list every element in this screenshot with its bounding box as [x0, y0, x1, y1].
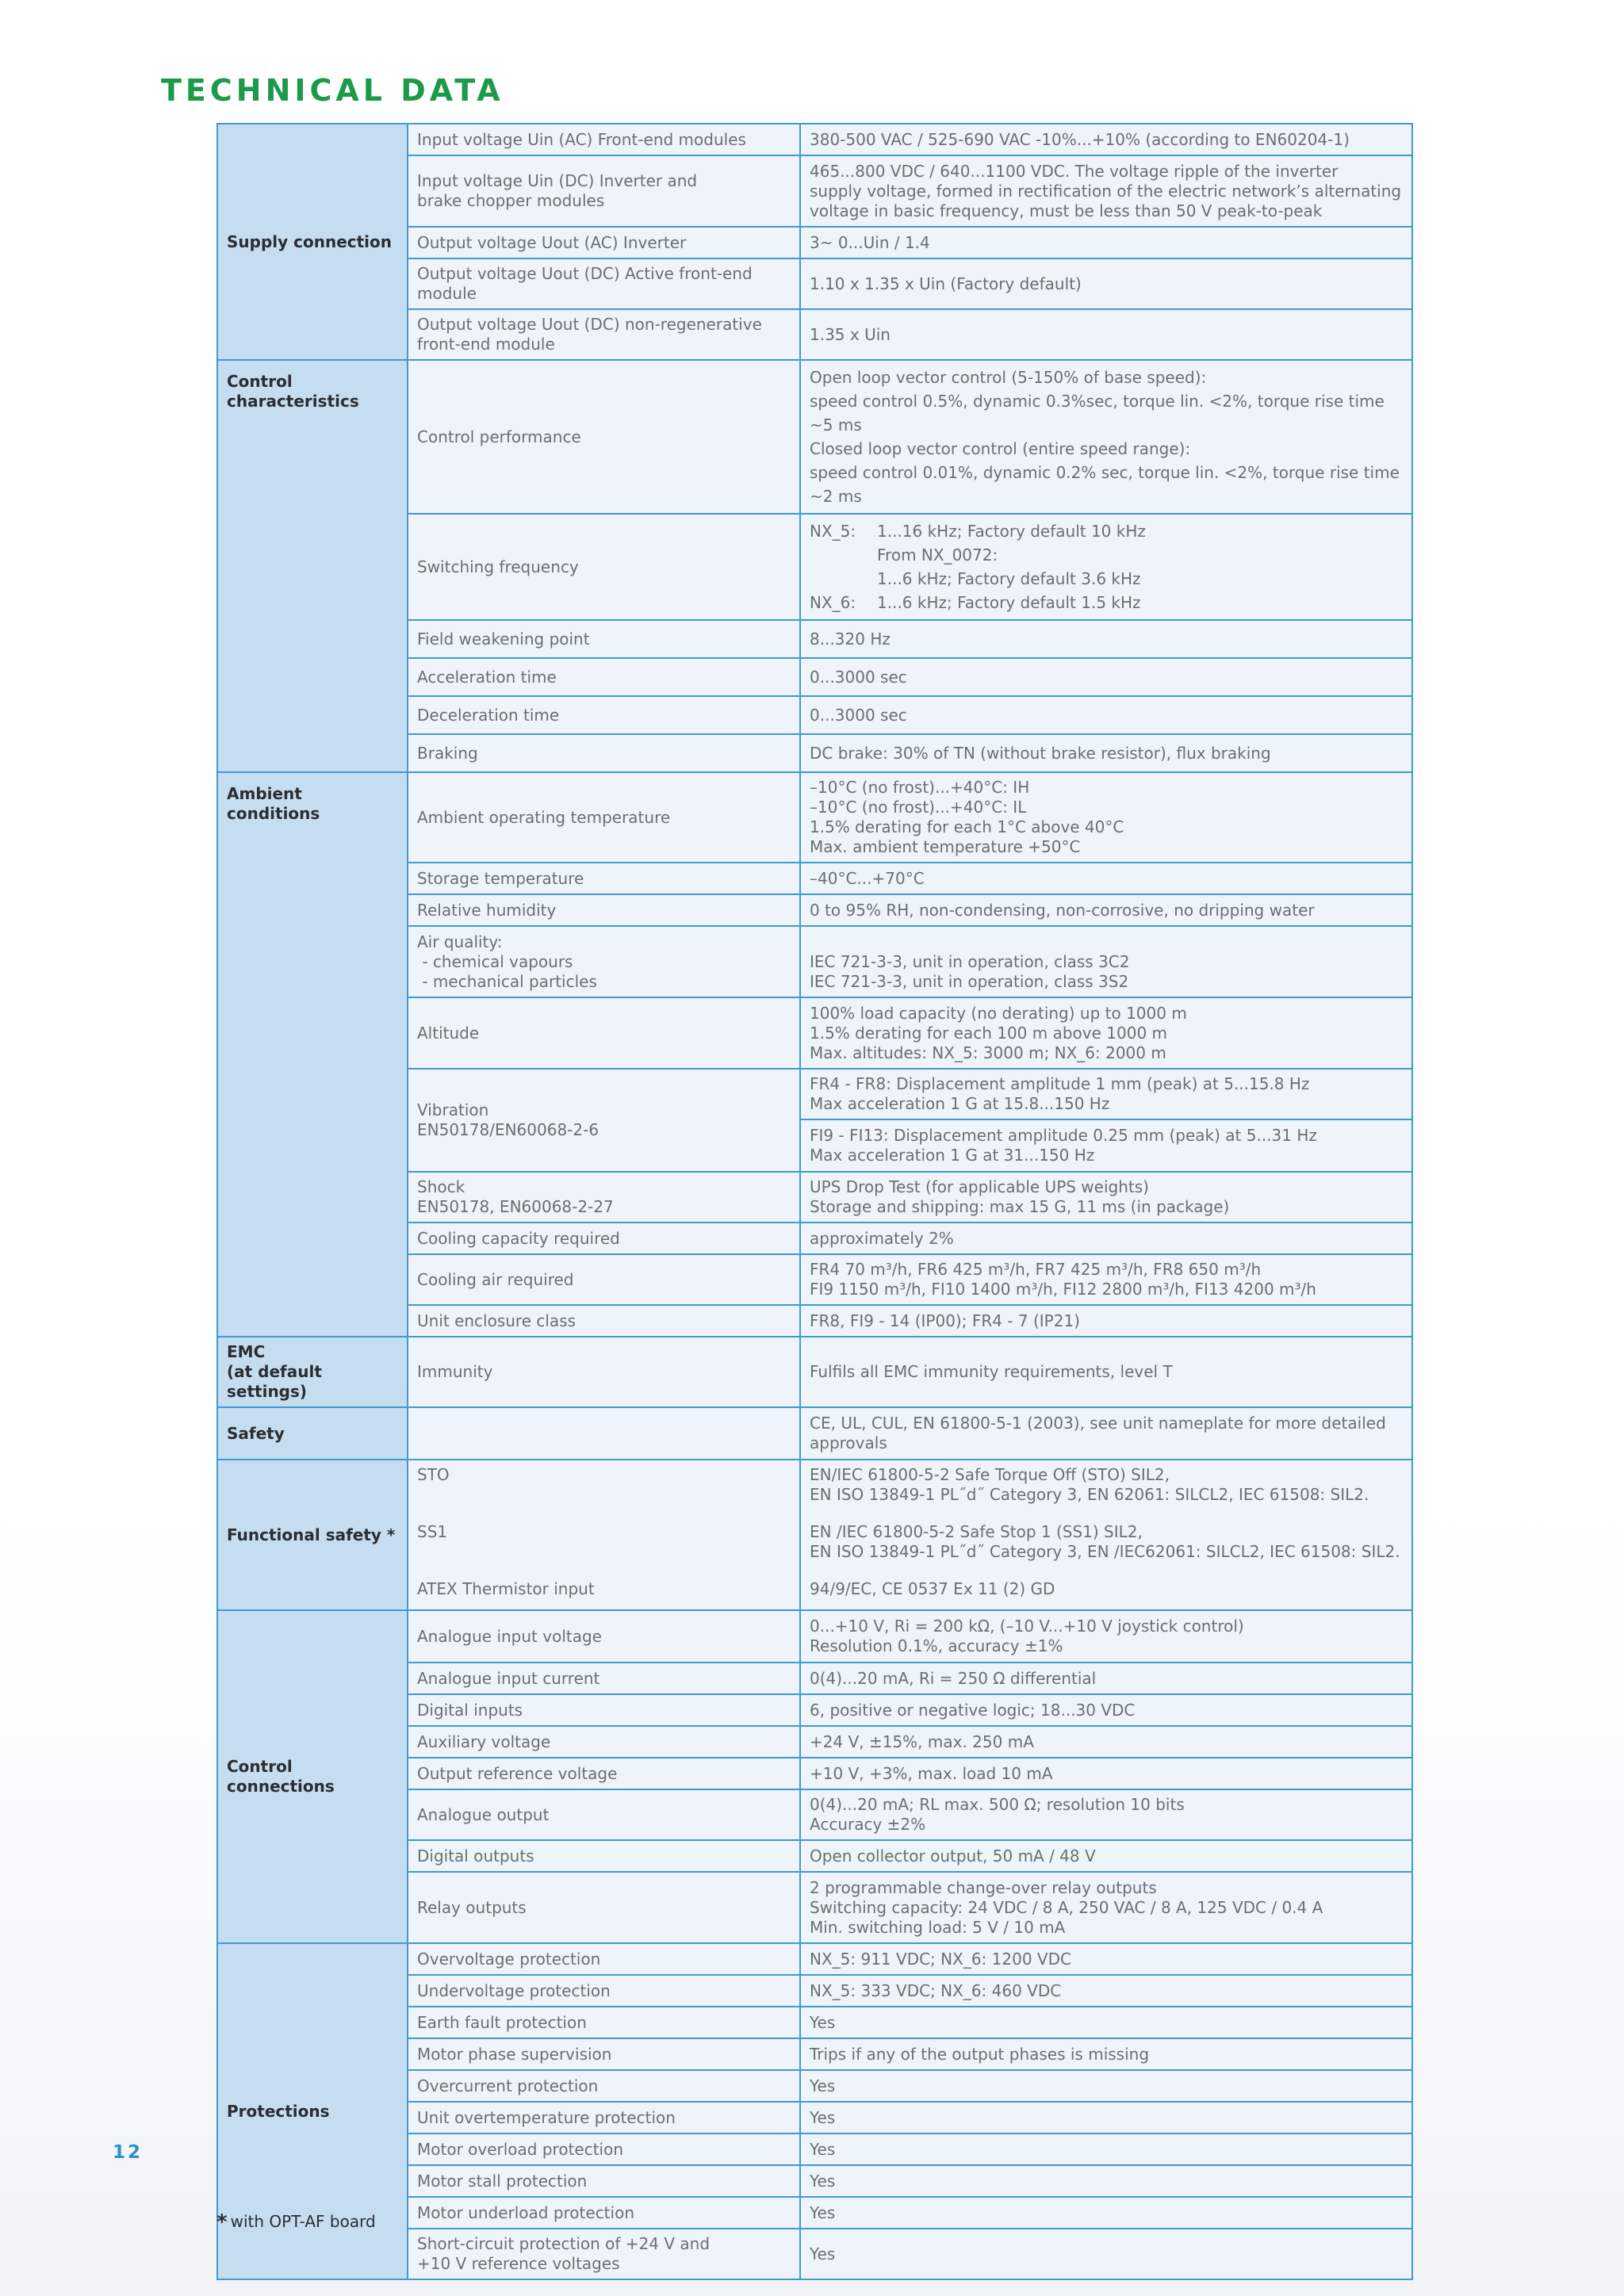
param-text: SS1 [417, 1522, 448, 1541]
value-cell [800, 1119, 1412, 1172]
param-text: front-end module [417, 335, 555, 354]
value-cell [800, 1975, 1412, 2007]
param-cell [408, 2007, 800, 2038]
value-text: 1.5% derating for each 100 m above 1000 m [810, 1023, 1168, 1043]
value-cell [800, 2165, 1412, 2197]
value-cell [800, 1407, 1412, 1460]
param-cell [408, 2102, 800, 2133]
param-text: Control performance [417, 427, 581, 446]
param-text: Storage temperature [417, 868, 584, 888]
param-cell [408, 997, 800, 1069]
param-text: Overvoltage protection [417, 1949, 601, 1969]
param-text: Shock [417, 1177, 465, 1196]
value-text: Max. altitudes: NX_5: 3000 m; NX_6: 2000 m [810, 1043, 1166, 1062]
value-text: FR4 - FR8: Displacement amplitude 1 mm (peak) at 5...15.8 Hz [810, 1074, 1310, 1093]
param-text: Motor phase supervision [417, 2044, 612, 2064]
value-text: Yes [810, 2171, 836, 2191]
param-text: Motor overload protection [417, 2139, 624, 2159]
value-text: speed control 0.5%, dynamic 0.3%sec, torque lin. <2%, torque rise time ~5 ms [810, 392, 1385, 434]
group-label-ambient-conditions: Ambient conditions [217, 772, 408, 1337]
table-row [217, 124, 1412, 155]
value-text: Min. switching load: 5 V / 10 mA [810, 1917, 1066, 1937]
param-text: Short-circuit protection of +24 V and [417, 2234, 710, 2253]
value-text: Max. ambient temperature +50°C [810, 837, 1081, 856]
param-cell [408, 658, 800, 696]
param-text: Auxiliary voltage [417, 1732, 551, 1751]
value-text: approximately 2% [810, 1228, 954, 1248]
param-cell [408, 1305, 800, 1337]
param-cell [408, 926, 800, 997]
group-label-supply-connection: Supply connection [217, 124, 408, 360]
value-text: NX_6: 1...6 kHz; Factory default 1.5 kHz [810, 593, 1141, 612]
value-text: 6, positive or negative logic; 18...30 VDC [810, 1700, 1136, 1720]
param-text: Air quality: [417, 932, 503, 951]
param-cell [408, 155, 800, 227]
value-cell [800, 2007, 1412, 2038]
param-text: Analogue input current [417, 1668, 600, 1688]
table-row [217, 1610, 1412, 1663]
table-row [217, 1943, 1412, 1975]
param-text: - mechanical particles [417, 971, 597, 991]
value-text: Yes [810, 2244, 836, 2263]
value-text: IEC 721-3-3, unit in operation, class 3C2 [810, 951, 1130, 971]
value-text: 3~ 0...Uin / 1.4 [810, 232, 930, 252]
value-text: 0...+10 V, Ri = 200 kΩ, (–10 V...+10 V joystick control) [810, 1617, 1244, 1636]
value-cell [800, 1840, 1412, 1872]
param-text: Analogue output [417, 1804, 550, 1824]
value-text: speed control 0.01%, dynamic 0.2% sec, torque lin. <2%, torque rise time ~2 ms [810, 463, 1400, 506]
value-text: FI9 1150 m³/h, FI10 1400 m³/h, FI12 2800 m³/h, FI13 4200 m³/h [810, 1280, 1316, 1299]
value-cell [800, 1694, 1412, 1726]
value-text: 0(4)...20 mA, Ri = 250 Ω differential [810, 1668, 1097, 1688]
value-text: EN ISO 13849-1 PL˝d˝ Category 3, EN 62061: SILCL2, IEC 61508: SIL2. [810, 1485, 1369, 1504]
param-cell [408, 1172, 800, 1223]
param-text: Digital outputs [417, 1846, 534, 1866]
value-cell [800, 734, 1412, 772]
footnote [216, 2210, 376, 2234]
value-text: EN ISO 13849-1 PL˝d˝ Category 3, EN /IEC62061: SILCL2, IEC 61508: SIL2. [810, 1542, 1400, 1561]
param-cell [408, 1943, 800, 1975]
value-cell [800, 1726, 1412, 1758]
param-text: Input voltage Uin (AC) Front-end modules [417, 129, 746, 149]
value-text: –10°C (no frost)...+40°C: IH [810, 778, 1030, 797]
param-cell [408, 124, 800, 155]
param-cell [408, 1254, 800, 1305]
value-text: 100% load capacity (no derating) up to 1000 m [810, 1003, 1187, 1023]
param-text: Overcurrent protection [417, 2076, 599, 2095]
value-text: Max acceleration 1 G at 15.8...150 Hz [810, 1094, 1110, 1113]
value-text: Yes [810, 2107, 836, 2127]
group-label-emc [217, 1337, 408, 1407]
value-text: CE, UL, CUL, EN 61800-5-1 (2003), see unit nameplate for more detailed [810, 1414, 1386, 1433]
value-cell [800, 2133, 1412, 2165]
param-text: Altitude [417, 1023, 480, 1043]
param-text: Output reference voltage [417, 1763, 618, 1783]
page-title: TECHNICAL DATA [161, 73, 504, 108]
table-row [217, 772, 1412, 863]
value-text: +10 V, +3%, max. load 10 mA [810, 1763, 1053, 1783]
param-cell [408, 1337, 800, 1407]
value-text: 1...6 kHz; Factory default 3.6 kHz [877, 569, 1141, 588]
value-text: 1.35 x Uin [810, 324, 891, 344]
value-text: From NX_0072: [877, 545, 998, 564]
param-text: Cooling air required [417, 1269, 574, 1289]
param-cell [408, 696, 800, 734]
value-cell [800, 1758, 1412, 1789]
value-cell [800, 1069, 1412, 1119]
value-text: NX_5: 911 VDC; NX_6: 1200 VDC [810, 1949, 1071, 1969]
param-text: Cooling capacity required [417, 1228, 620, 1248]
param-text: EN50178, EN60068-2-27 [417, 1197, 614, 1216]
param-cell [408, 1726, 800, 1758]
param-text: Digital inputs [417, 1700, 523, 1720]
value-cell [800, 309, 1412, 360]
footnote-mark: * [216, 2210, 228, 2234]
footnote-text: with OPT-AF board [230, 2212, 376, 2231]
technical-data-table [216, 123, 1413, 2280]
param-text: Output voltage Uout (DC) Active front-end module [417, 264, 753, 303]
value-text: 0...3000 sec [810, 667, 907, 687]
value-cell [800, 2229, 1412, 2279]
param-cell [408, 2229, 800, 2279]
value-text: voltage in basic frequency, must be less than 50 V peak-to-peak [810, 201, 1323, 220]
param-text: Earth fault protection [417, 2012, 587, 2032]
value-text: Resolution 0.1%, accuracy ±1% [810, 1636, 1063, 1655]
value-text: NX_5: 1...16 kHz; Factory default 10 kHz [810, 522, 1146, 541]
param-cell [408, 772, 800, 863]
value-cell [800, 2038, 1412, 2070]
value-cell [800, 894, 1412, 926]
value-cell [800, 1305, 1412, 1337]
value-text: supply voltage, formed in rectification of the electric network’s alternating [810, 181, 1402, 201]
value-cell [800, 1460, 1412, 1610]
value-cell [800, 227, 1412, 258]
value-text: UPS Drop Test (for applicable UPS weights) [810, 1177, 1149, 1196]
group-text: EMC [227, 1342, 266, 1361]
value-cell [800, 2070, 1412, 2102]
group-label-control-characteristics [217, 360, 408, 772]
param-text: Input voltage Uin (DC) Inverter and [417, 171, 698, 190]
value-cell [800, 1337, 1412, 1407]
param-cell [408, 1069, 800, 1172]
value-text: 2 programmable change-over relay outputs [810, 1877, 1157, 1897]
value-cell [800, 1223, 1412, 1254]
value-text: Trips if any of the output phases is missing [810, 2044, 1150, 2064]
param-text: Output voltage Uout (AC) Inverter [417, 232, 687, 252]
param-text: Switching frequency [417, 557, 579, 576]
param-text: Relative humidity [417, 900, 557, 920]
value-cell [800, 2197, 1412, 2229]
param-text: Immunity [417, 1362, 493, 1381]
group-text: Control characteristics [227, 372, 359, 411]
param-cell [408, 360, 800, 514]
value-cell [800, 1872, 1412, 1943]
param-text: Undervoltage protection [417, 1980, 611, 2000]
value-text: 380-500 VAC / 525-690 VAC -10%...+10% (according to EN60204-1) [810, 129, 1350, 149]
value-text: EN/IEC 61800-5-2 Safe Torque Off (STO) SIL2, [810, 1465, 1170, 1484]
value-text: Fulfils all EMC immunity requirements, level T [810, 1362, 1173, 1381]
value-text: 0 to 95% RH, non-condensing, non-corrosive, no dripping water [810, 900, 1315, 920]
param-text: Analogue input voltage [417, 1626, 602, 1646]
value-cell [800, 863, 1412, 894]
value-text: DC brake: 30% of TN (without brake resistor), flux braking [810, 743, 1271, 763]
group-label-protections: Protections [217, 1943, 408, 2279]
param-cell [408, 2038, 800, 2070]
value-text: EN /IEC 61800-5-2 Safe Stop 1 (SS1) SIL2, [810, 1522, 1143, 1541]
value-text: Accuracy ±2% [810, 1815, 926, 1834]
value-text: FR4 70 m³/h, FR6 425 m³/h, FR7 425 m³/h, FR8 650 m³/h [810, 1260, 1262, 1279]
value-cell [800, 514, 1412, 620]
param-cell [408, 1610, 800, 1663]
value-cell [800, 658, 1412, 696]
value-text: –40°C...+70°C [810, 868, 925, 888]
param-cell [408, 1694, 800, 1726]
param-cell [408, 258, 800, 309]
param-text: ATEX Thermistor input [417, 1579, 595, 1598]
param-cell [408, 1872, 800, 1943]
value-cell [800, 1663, 1412, 1694]
value-cell [800, 1789, 1412, 1840]
value-text: –10°C (no frost)...+40°C: IL [810, 798, 1027, 817]
param-cell [408, 1975, 800, 2007]
param-cell [408, 1407, 800, 1460]
value-text: 8...320 Hz [810, 629, 891, 649]
value-text: FR8, FI9 - 14 (IP00); FR4 - 7 (IP21) [810, 1311, 1080, 1330]
value-text: 0...3000 sec [810, 705, 907, 725]
param-text: +10 V reference voltages [417, 2254, 620, 2273]
group-label-control-connections: Control connections [217, 1610, 408, 1943]
param-cell [408, 1840, 800, 1872]
param-cell [408, 1758, 800, 1789]
param-text: Motor underload protection [417, 2202, 634, 2222]
param-text: STO [417, 1465, 450, 1484]
value-cell [800, 1610, 1412, 1663]
value-text: FI9 - FI13: Displacement amplitude 0.25 mm (peak) at 5...31 Hz [810, 1126, 1317, 1145]
group-text: (at default settings) [227, 1362, 322, 1401]
table-row [217, 1460, 1412, 1610]
param-cell [408, 309, 800, 360]
value-cell [800, 360, 1412, 514]
value-cell [800, 926, 1412, 997]
param-text: Braking [417, 743, 478, 763]
param-cell [408, 620, 800, 658]
table-row [217, 360, 1412, 514]
value-text: 0(4)...20 mA; RL max. 500 Ω; resolution 10 bits [810, 1795, 1185, 1814]
param-text: Output voltage Uout (DC) non-regenerative [417, 315, 762, 334]
param-text: Ambient operating temperature [417, 807, 671, 827]
param-cell [408, 1460, 800, 1610]
value-text: 94/9/EC, CE 0537 Ex 11 (2) GD [810, 1579, 1055, 1598]
value-text: approvals [810, 1433, 887, 1452]
value-text: 1.10 x 1.35 x Uin (Factory default) [810, 274, 1082, 293]
value-text: Max acceleration 1 G at 31...150 Hz [810, 1146, 1095, 1165]
value-text: 465...800 VDC / 640...1100 VDC. The voltage ripple of the inverter [810, 161, 1339, 181]
value-cell [800, 155, 1412, 227]
param-text: Vibration [417, 1100, 489, 1119]
param-cell [408, 2070, 800, 2102]
value-text: +24 V, ±15%, max. 250 mA [810, 1732, 1034, 1751]
value-text: Yes [810, 2202, 836, 2222]
value-cell [800, 997, 1412, 1069]
table-row [217, 1407, 1412, 1460]
param-cell [408, 1789, 800, 1840]
value-text: Open collector output, 50 mA / 48 V [810, 1846, 1096, 1866]
param-cell [408, 894, 800, 926]
table-row [217, 1337, 1412, 1407]
param-cell [408, 227, 800, 258]
param-text: - chemical vapours [417, 951, 573, 971]
param-text: Unit overtemperature protection [417, 2107, 676, 2127]
value-cell [800, 620, 1412, 658]
param-text: Field weakening point [417, 629, 590, 649]
value-text: IEC 721-3-3, unit in operation, class 3S2 [810, 971, 1129, 991]
value-text: NX_5: 333 VDC; NX_6: 460 VDC [810, 1980, 1062, 2000]
value-text: Closed loop vector control (entire speed range): [810, 439, 1191, 458]
value-cell [800, 258, 1412, 309]
value-text: Yes [810, 2076, 836, 2095]
param-text: EN50178/EN60068-2-6 [417, 1120, 599, 1139]
value-cell [800, 124, 1412, 155]
param-text: Motor stall protection [417, 2171, 588, 2191]
value-text: 1.5% derating for each 1°C above 40°C [810, 817, 1124, 836]
value-text: Storage and shipping: max 15 G, 11 ms (in package) [810, 1197, 1230, 1216]
group-label-functional-safety: Functional safety * [217, 1460, 408, 1610]
value-cell [800, 772, 1412, 863]
param-cell [408, 863, 800, 894]
value-cell [800, 1943, 1412, 1975]
param-text: Deceleration time [417, 705, 560, 725]
page-number: 12 [113, 2142, 144, 2163]
param-cell [408, 2197, 800, 2229]
param-cell [408, 734, 800, 772]
param-text: Acceleration time [417, 667, 557, 687]
param-cell [408, 2133, 800, 2165]
param-cell [408, 1223, 800, 1254]
value-text: Switching capacity: 24 VDC / 8 A, 250 VAC / 8 A, 125 VDC / 0.4 A [810, 1897, 1323, 1917]
value-cell [800, 2102, 1412, 2133]
param-text: Relay outputs [417, 1897, 527, 1917]
value-cell [800, 1254, 1412, 1305]
param-cell [408, 514, 800, 620]
value-text: Open loop vector control (5-150% of base speed): [810, 368, 1207, 387]
group-label-safety: Safety [217, 1407, 408, 1460]
value-text: Yes [810, 2012, 836, 2032]
param-text: Unit enclosure class [417, 1311, 576, 1330]
param-text: brake chopper modules [417, 191, 605, 210]
param-cell [408, 2165, 800, 2197]
value-cell [800, 696, 1412, 734]
param-cell [408, 1663, 800, 1694]
value-text: Yes [810, 2139, 836, 2159]
value-cell [800, 1172, 1412, 1223]
